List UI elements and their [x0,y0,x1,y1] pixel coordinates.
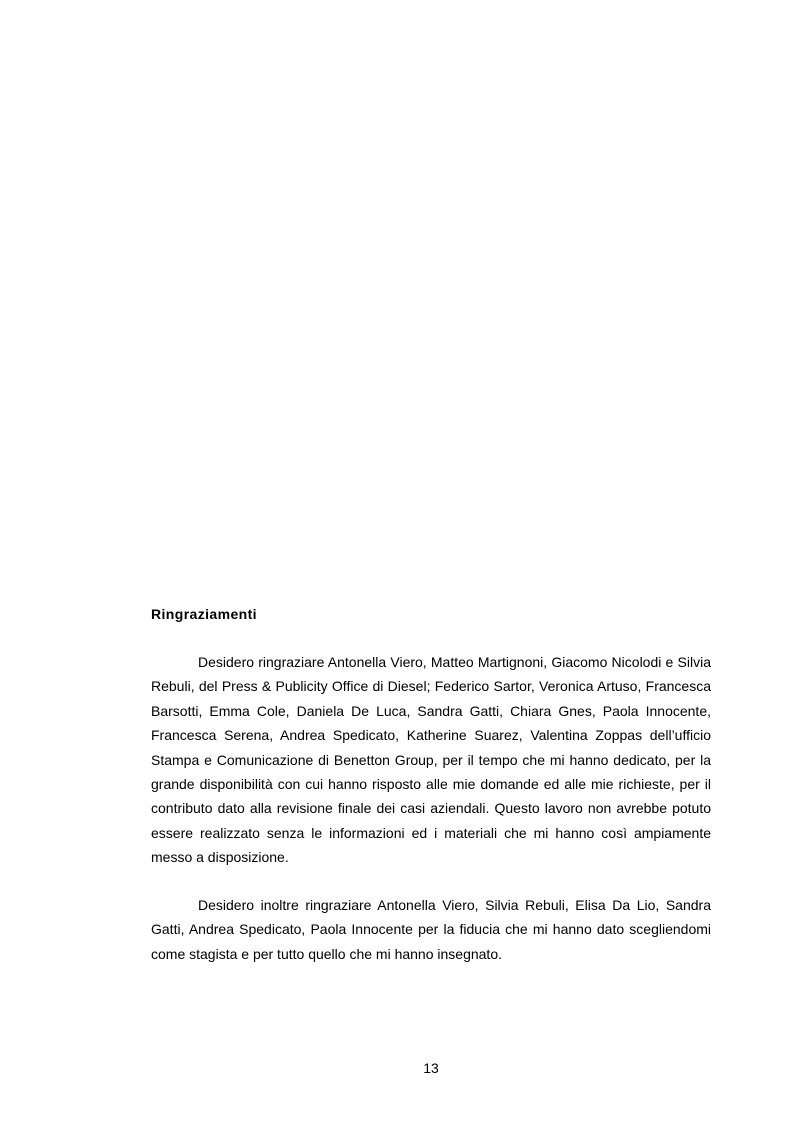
page-number: 13 [423,1060,439,1076]
acknowledgements-paragraph-2: Desidero inoltre ringraziare Antonella Viero, Silvia Rebuli, Elisa Da Lio, Sandra Gatti, Andrea Spedicato, Paola Innocente per la fiducia che mi hanno dato scegliendomi come stagista e per tutto quello che mi hanno insegnato. [151,897,711,962]
acknowledgements-paragraph-1: Desidero ringraziare Antonella Viero, Matteo Martignoni, Giacomo Nicolodi e Silvia Rebuli, del Press & Publicity Office di Diesel; Federico Sartor, Veronica Artuso, Francesca Barsotti, Emma Cole, Daniela De Luca, Sandra Gatti, Chiara Gnes, Paola Innocente, Francesca Serena, Andrea Spedicato, Katherine Suarez, Valentina Zoppas dell’ufficio Stampa e Comunicazione di Benetton Group, per il tempo che mi hanno dedicato, per la grande disponibilità con cui hanno risposto alle mie domande ed alle mie richieste, per il contributo dato alla revisione finale dei casi aziendali. Questo lavoro non avrebbe potuto essere realizzato senza le informazioni ed i materiali che mi hanno così ampiamente messo a disposizione. [151,654,711,866]
section-heading: Ringraziamenti [151,606,257,622]
